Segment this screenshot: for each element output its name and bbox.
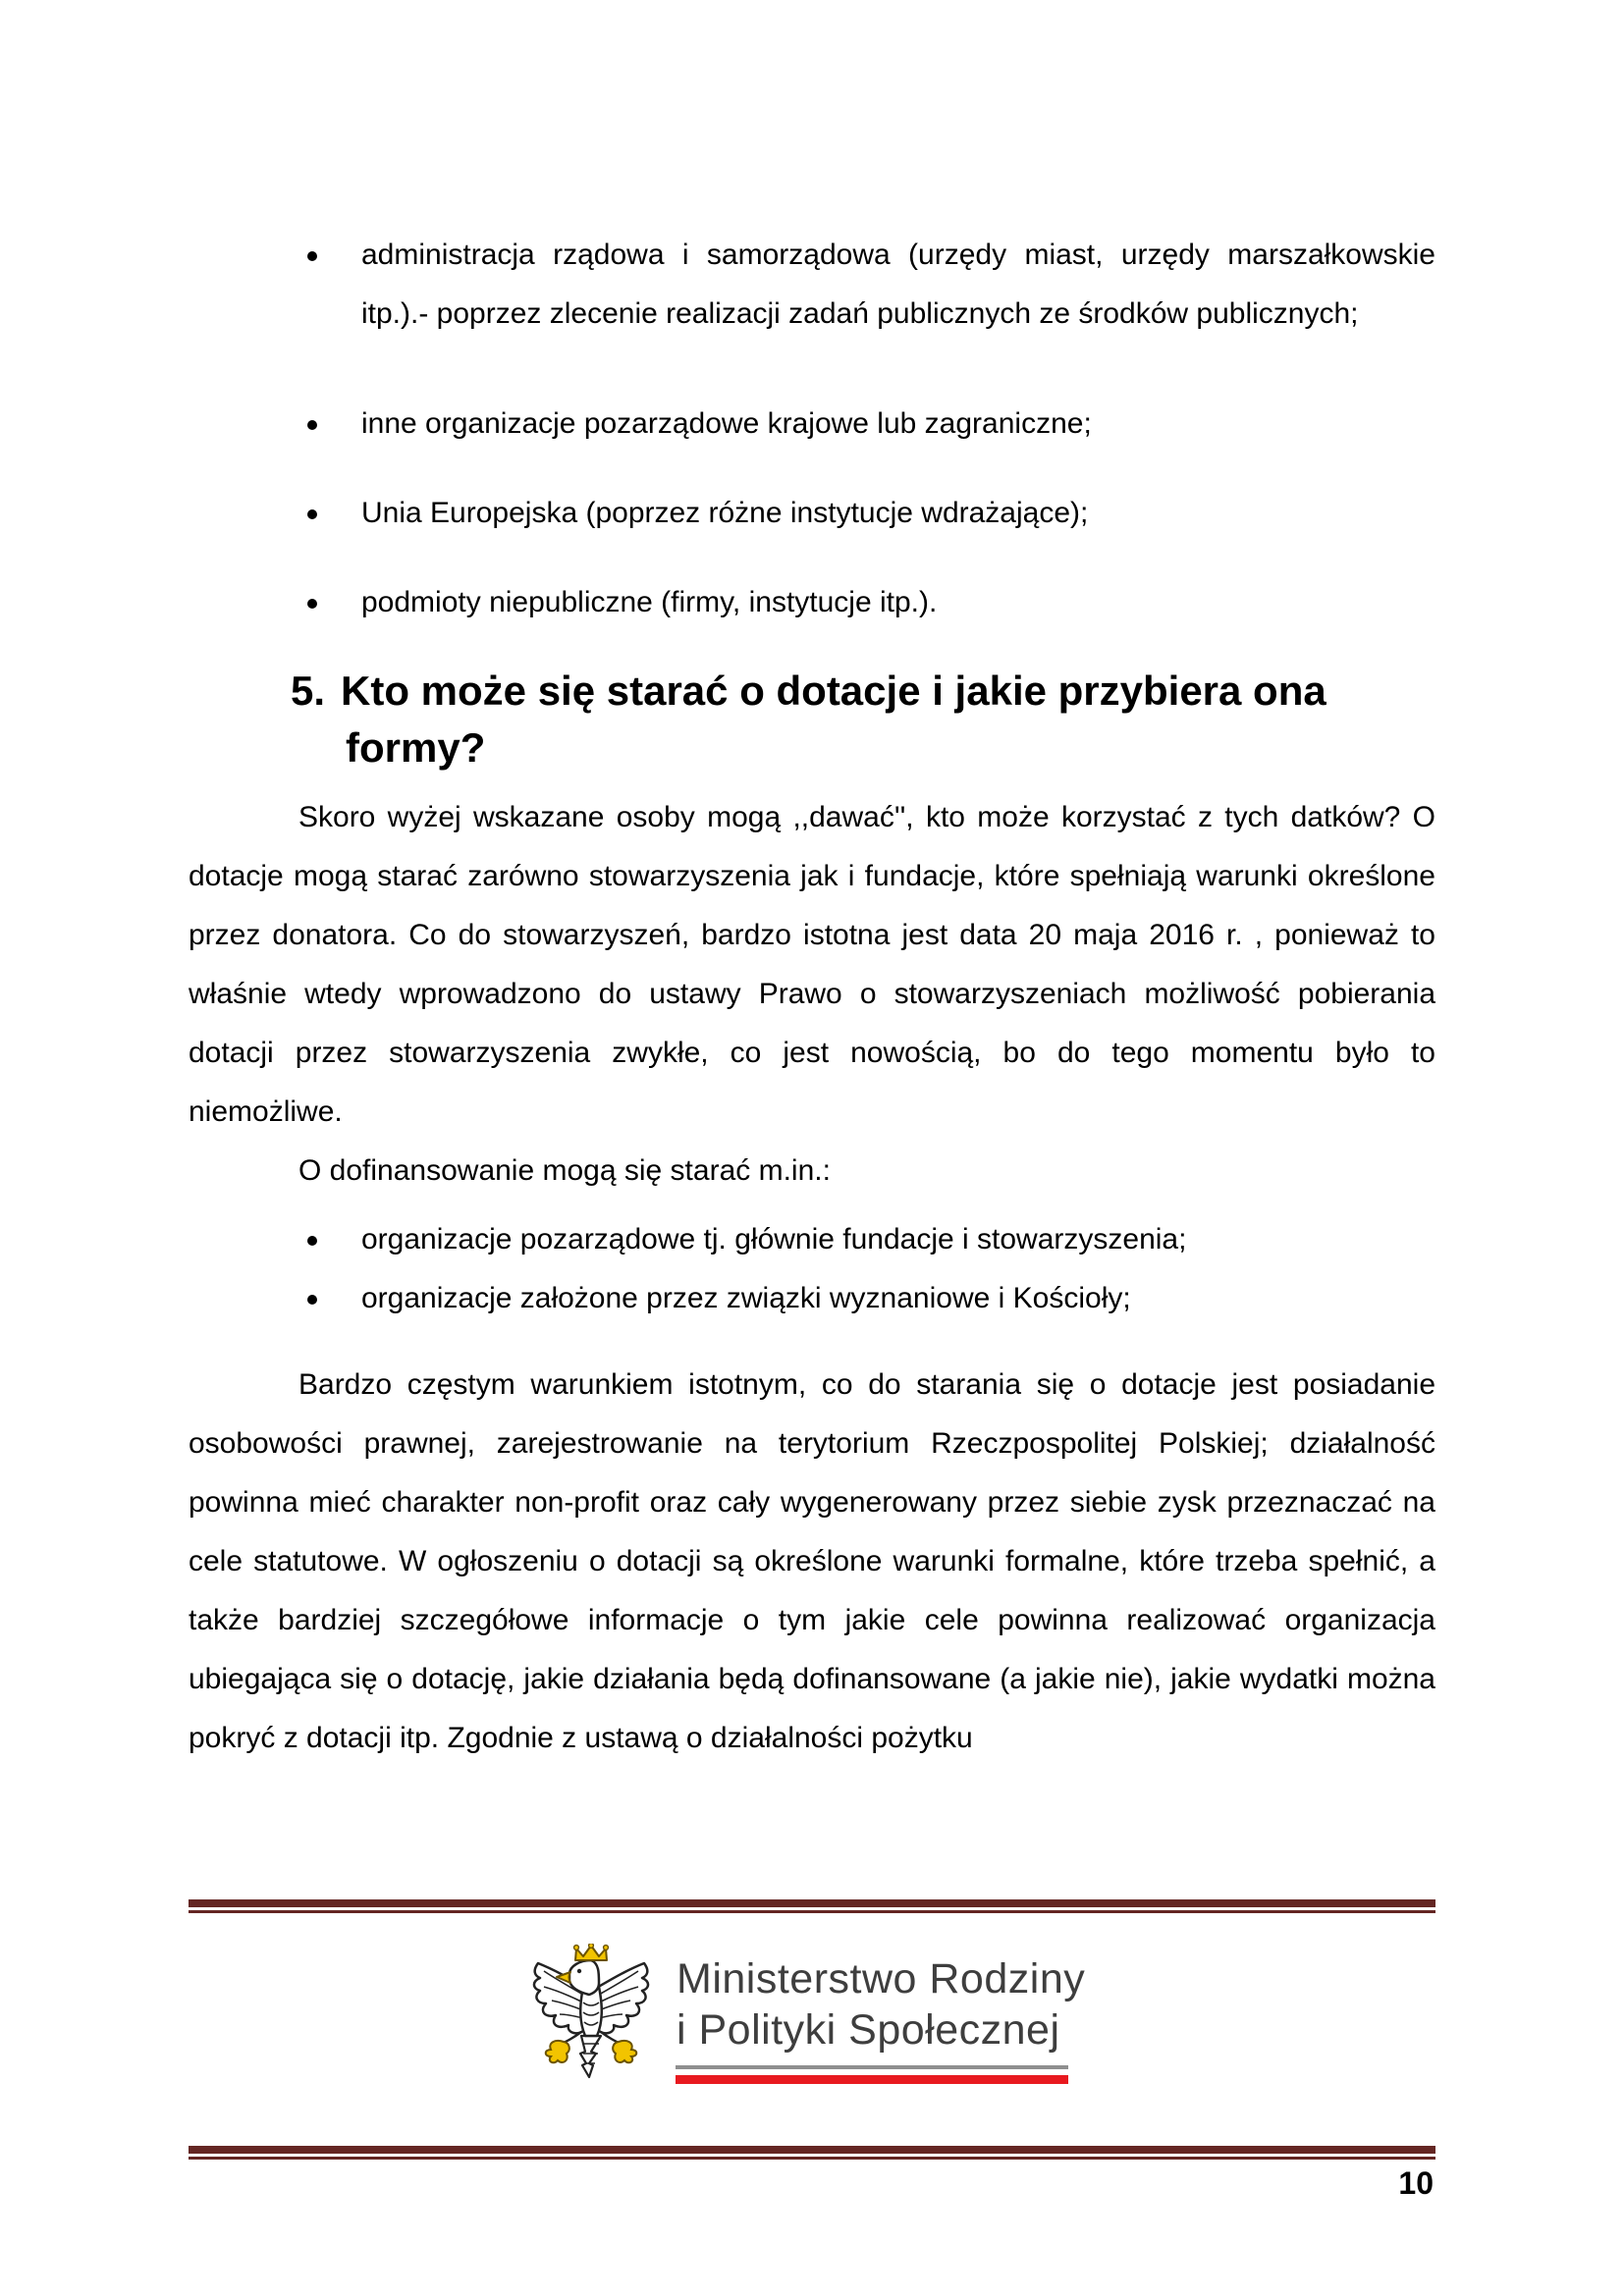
polish-eagle-emblem-icon	[526, 1944, 656, 2083]
logo-gray-rule	[676, 2065, 1068, 2069]
ministry-name	[677, 1953, 1085, 2056]
list-item: podmioty niepubliczne (firmy, instytucje itp.).	[189, 573, 1435, 632]
paragraph-1: Skoro wyżej wskazane osoby mogą ,,dawać'', kto może korzystać z tych datków? O dotacje mogą starać zarówno stowarzyszenia jak i fundacje, które spełniają warunki określone przez donatora. Co do stowarzyszeń, bardzo istotna jest data 20 maja 2016 r. , ponieważ to właśnie wtedy wprowadzono do ustawy Prawo o stowarzyszeniach możliwość pobierania dotacji przez stowarzyszenia zwykłe, co jest nowością, bo do tego momentu było to niemożliwe.	[189, 801, 1435, 1128]
page-content	[189, 0, 1435, 1768]
list-item: Unia Europejska (poprzez różne instytucje wdrażające);	[189, 484, 1435, 543]
ministry-name-line2: i Polityki Społecznej	[677, 2006, 1060, 2054]
footer-bottom-rule	[189, 2146, 1435, 2160]
section-heading	[291, 663, 1435, 776]
footer-top-rule	[189, 1899, 1435, 1913]
list-item: inne organizacje pozarządowe krajowe lub zagraniczne;	[189, 395, 1435, 454]
ministry-name-line1: Ministerstwo Rodziny	[677, 1955, 1086, 2002]
list-item: organizacje pozarządowe tj. głównie fundacje i stowarzyszenia;	[189, 1210, 1435, 1269]
lead-paragraph: O dofinansowanie mogą się starać m.in.:	[298, 1154, 831, 1187]
page-number: 10	[1398, 2165, 1434, 2201]
logo-red-rule	[676, 2075, 1068, 2084]
list-item: administracja rządowa i samorządowa (urzędy miast, urzędy marszałkowskie itp.).- poprzez zlecenie realizacji zadań publicznych ze środków publicznych;	[189, 226, 1435, 344]
top-bullet-list	[189, 226, 1435, 632]
section-number: 5.	[291, 667, 326, 714]
mid-bullet-list	[189, 1210, 1435, 1328]
list-item: organizacje założone przez związki wyznaniowe i Kościoły;	[189, 1269, 1435, 1328]
section-title: Kto może się starać o dotacje i jakie przybiera ona formy?	[341, 667, 1326, 771]
paragraph-2: Bardzo częstym warunkiem istotnym, co do starania się o dotacje jest posiadanie osobowości prawnej, zarejestrowanie na terytorium Rzeczpospolitej Polskiej; działalność powinna mieć charakter non-profit oraz cały wygenerowany przez siebie zysk przeznaczać na cele statutowe. W ogłoszeniu o dotacji są określone warunki formalne, które trzeba spełnić, a także bardziej szczegółowe informacje o tym jakie cele powinna realizować organizacja ubiegająca się o dotację, jakie działania będą dofinansowane (a jakie nie), jakie wydatki można pokryć z dotacji itp. Zgodnie z ustawą o działalności pożytku	[189, 1368, 1435, 1754]
